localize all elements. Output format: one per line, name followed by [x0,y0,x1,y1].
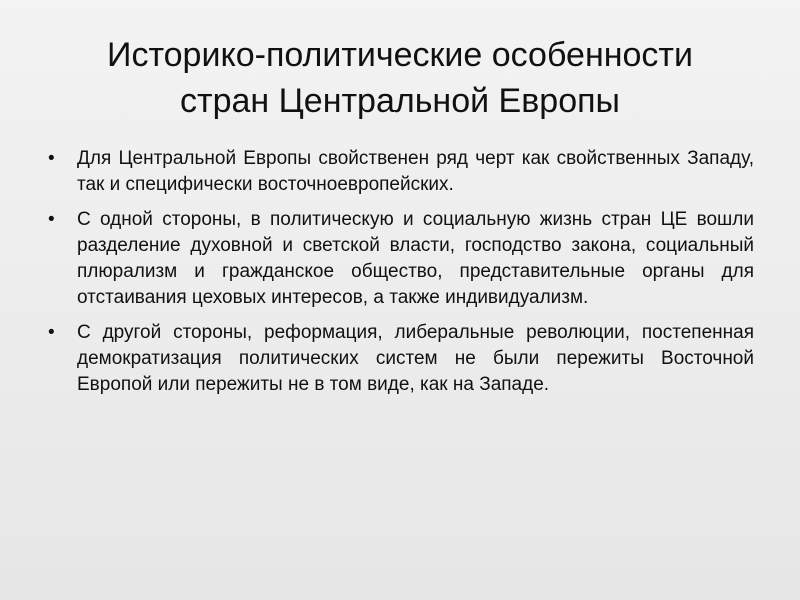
bullet-list [48,146,754,407]
bullet-item [48,207,754,311]
bullet-text: С другой стороны, реформация, либеральные революции, постепенная демократизация политических систем не были пережиты Восточной Европой или пережиты не в том виде, как на Западе. [77,322,754,395]
slide-title-line-1: Историко-политические особенности [107,36,693,74]
slide-title [75,32,725,124]
bullet-text: С одной стороны, в политическую и социальную жизнь стран ЦЕ вошли разделение духовной и светской власти, господство закона, социальный плюрализм и гражданское общество, представительные органы для отстаивания цеховых интересов, а также индивидуализм. [77,209,754,308]
bullet-item [48,146,754,198]
bullet-text: Для Центральной Европы свойственен ряд черт как свойственных Западу, так и специфически восточноевропейских. [77,148,754,195]
bullet-item [48,320,754,398]
bullet-icon: • [48,209,55,230]
bullet-icon: • [48,148,55,169]
bullet-icon: • [48,322,55,343]
slide-title-line-2: стран Центральной Европы [180,82,620,120]
